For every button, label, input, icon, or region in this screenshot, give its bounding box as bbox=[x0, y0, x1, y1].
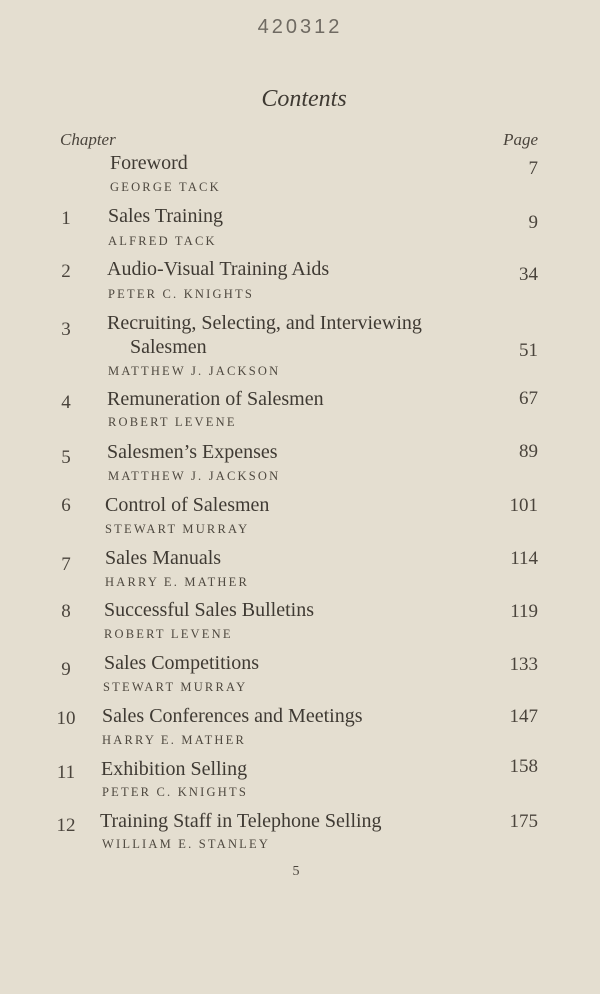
page-number: 34 bbox=[519, 264, 538, 285]
page-number: 51 bbox=[519, 340, 538, 361]
chapter-title: Exhibition Selling bbox=[101, 758, 248, 780]
chapter-title: Foreword bbox=[110, 152, 188, 174]
page-number: 89 bbox=[519, 441, 538, 462]
catalog-stamp: 420312 bbox=[257, 16, 343, 38]
chapter-number: 5 bbox=[61, 447, 71, 468]
chapter-number: 11 bbox=[56, 762, 76, 783]
chapter-title: Audio-Visual Training Aids bbox=[107, 258, 330, 280]
page-column-header: Page bbox=[503, 130, 538, 149]
chapter-number: 6 bbox=[61, 495, 71, 516]
chapter-number: 4 bbox=[61, 392, 71, 413]
chapter-number: 8 bbox=[61, 601, 71, 622]
chapter-title-continuation: Salesmen bbox=[130, 336, 207, 358]
chapter-author: WILLIAM E. STANLEY bbox=[102, 837, 271, 851]
chapter-title: Training Staff in Telephone Selling bbox=[100, 810, 382, 832]
page-number: 133 bbox=[509, 654, 538, 675]
chapter-number: 9 bbox=[61, 659, 71, 680]
chapter-title: Recruiting, Selecting, and Interviewing bbox=[107, 312, 422, 334]
chapter-title: Sales Training bbox=[108, 205, 224, 227]
page-folio: 5 bbox=[292, 864, 300, 879]
chapter-author: HARRY E. MATHER bbox=[102, 733, 247, 747]
chapter-column-header: Chapter bbox=[60, 130, 116, 149]
page-number: 114 bbox=[510, 548, 538, 569]
chapter-author: STEWART MURRAY bbox=[105, 522, 250, 536]
page-number: 147 bbox=[509, 706, 538, 727]
chapter-author: PETER C. KNIGHTS bbox=[102, 785, 248, 799]
chapter-number: 1 bbox=[61, 208, 71, 229]
chapter-author: ROBERT LEVENE bbox=[104, 627, 233, 641]
chapter-author: ALFRED TACK bbox=[108, 234, 217, 248]
page-number: 175 bbox=[509, 811, 538, 832]
page-number: 9 bbox=[528, 212, 538, 233]
page-number: 119 bbox=[510, 601, 538, 622]
page-number: 101 bbox=[509, 495, 538, 516]
chapter-author: GEORGE TACK bbox=[110, 180, 221, 194]
chapter-title: Salesmen’s Expenses bbox=[107, 441, 278, 463]
chapter-author: MATTHEW J. JACKSON bbox=[108, 469, 281, 483]
page-number: 67 bbox=[519, 388, 538, 409]
page-number: 158 bbox=[509, 756, 538, 777]
chapter-number: 7 bbox=[61, 554, 71, 575]
page-title: Contents bbox=[261, 86, 347, 112]
page-number: 7 bbox=[528, 158, 538, 179]
chapter-title: Sales Conferences and Meetings bbox=[102, 705, 363, 727]
chapter-number: 10 bbox=[56, 708, 76, 729]
chapter-author: MATTHEW J. JACKSON bbox=[108, 364, 281, 378]
chapter-author: HARRY E. MATHER bbox=[105, 575, 250, 589]
chapter-number: 3 bbox=[61, 319, 71, 340]
chapter-author: STEWART MURRAY bbox=[103, 680, 248, 694]
chapter-author: ROBERT LEVENE bbox=[108, 415, 237, 429]
chapter-number: 2 bbox=[61, 261, 71, 282]
chapter-title: Remuneration of Salesmen bbox=[107, 388, 324, 410]
chapter-title: Control of Salesmen bbox=[105, 494, 270, 516]
chapter-title: Sales Competitions bbox=[104, 652, 259, 674]
chapter-title: Successful Sales Bulletins bbox=[104, 599, 314, 621]
chapter-author: PETER C. KNIGHTS bbox=[108, 287, 254, 301]
chapter-title: Sales Manuals bbox=[105, 547, 222, 569]
chapter-number: 12 bbox=[56, 815, 76, 836]
